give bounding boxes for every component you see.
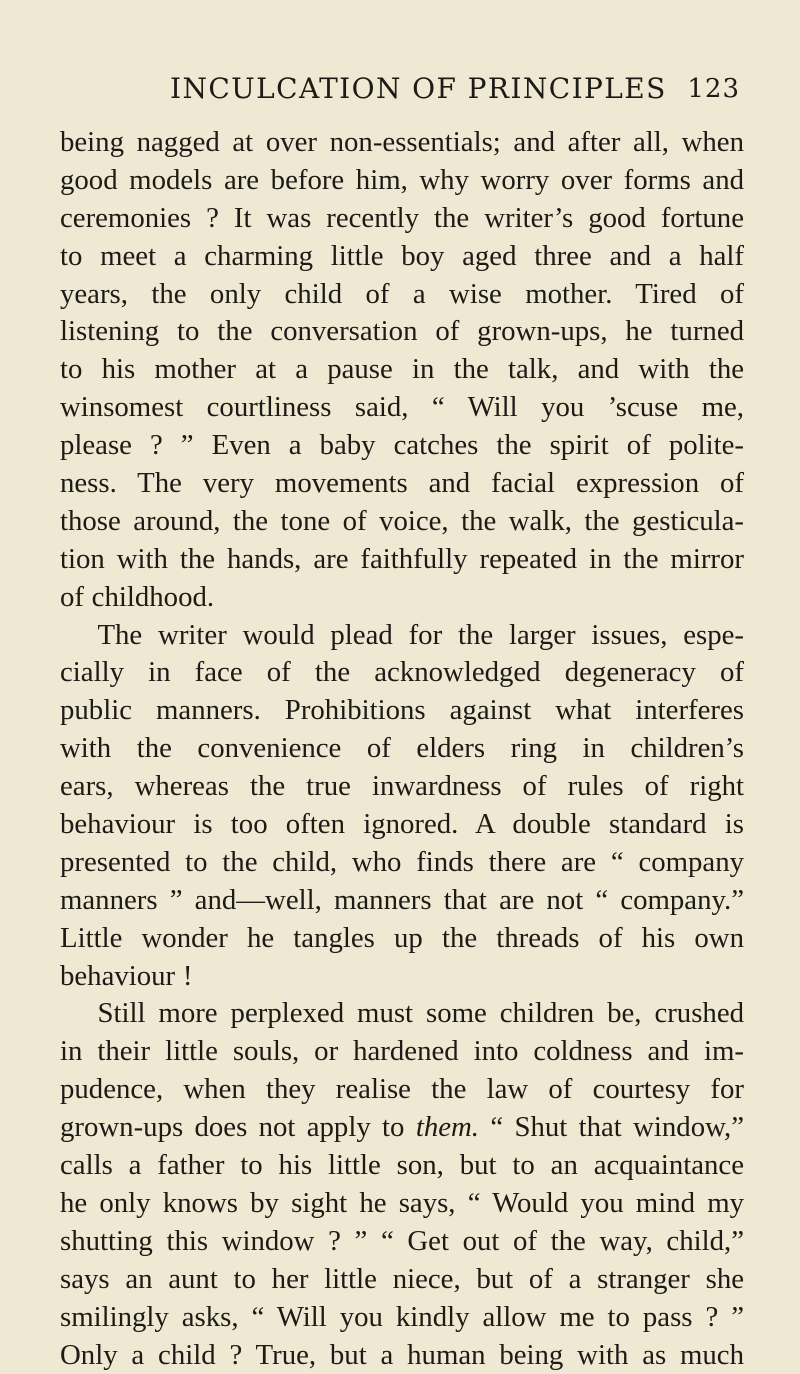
text-line: shutting this window ? ” “ Get out of the way, child,” [60,1223,744,1261]
text-line: in their little souls, or hardened into coldness and im- [60,1033,744,1071]
text-line: years, the only child of a wise mother. Tired of [60,276,744,314]
text-line: behaviour ! [60,958,744,996]
text-line: with the convenience of elders ring in children’s [60,730,744,768]
text-line: ears, whereas the true inwardness of rules of right [60,768,744,806]
text-line: winsomest courtliness said, “ Will you ’scuse me, [60,389,744,427]
running-head [150,72,740,112]
chapter-heading: INCULCATION OF PRINCIPLES [170,72,667,105]
text-line: ceremonies ? It was recently the writer’s good fortune [60,200,744,238]
text-line: listening to the conversation of grown-ups, he turned [60,313,744,351]
text-line: those around, the tone of voice, the walk, the gesticula- [60,503,744,541]
page-number: 123 [687,74,740,104]
text-line: behaviour is too often ignored. A double standard is [60,806,744,844]
text-line: calls a father to his little son, but to an acquaintance [60,1147,744,1185]
text-line: cially in face of the acknowledged degeneracy of [60,654,744,692]
text-line: please ? ” Even a baby catches the spirit of polite- [60,427,744,465]
body-text [60,124,744,1374]
text-line: manners ” and—well, manners that are not “ company.” [60,882,744,920]
text-line: Little wonder he tangles up the threads of his own [60,920,744,958]
emphasis-text: them. [416,1111,479,1143]
text-line: says an aunt to her little niece, but of a stranger she [60,1261,744,1299]
text-line: good models are before him, why worry over forms and [60,162,744,200]
text-line: The writer would plead for the larger issues, espe- [60,617,744,655]
text-line: to his mother at a pause in the talk, and with the [60,351,744,389]
text-line: smilingly asks, “ Will you kindly allow me to pass ? ” [60,1299,744,1337]
text-line: pudence, when they realise the law of courtesy for [60,1071,744,1109]
text-line: public manners. Prohibitions against what interferes [60,692,744,730]
text-line: to meet a charming little boy aged three and a half [60,238,744,276]
text-line: of childhood. [60,579,744,617]
text-segment: grown-ups does not apply to [60,1111,404,1143]
text-segment: “ Shut that window,” [479,1111,744,1143]
text-line: presented to the child, who finds there are “ company [60,844,744,882]
text-line: being nagged at over non-essentials; and after all, when [60,124,744,162]
text-line-mixed [60,1109,744,1147]
text-line: ness. The very movements and facial expression of [60,465,744,503]
text-line: Still more perplexed must some children be, crushed [60,995,744,1033]
text-line: tion with the hands, are faithfully repeated in the mirror [60,541,744,579]
text-line: he only knows by sight he says, “ Would you mind my [60,1185,744,1223]
text-line: Only a child ? True, but a human being with as much [60,1337,744,1374]
